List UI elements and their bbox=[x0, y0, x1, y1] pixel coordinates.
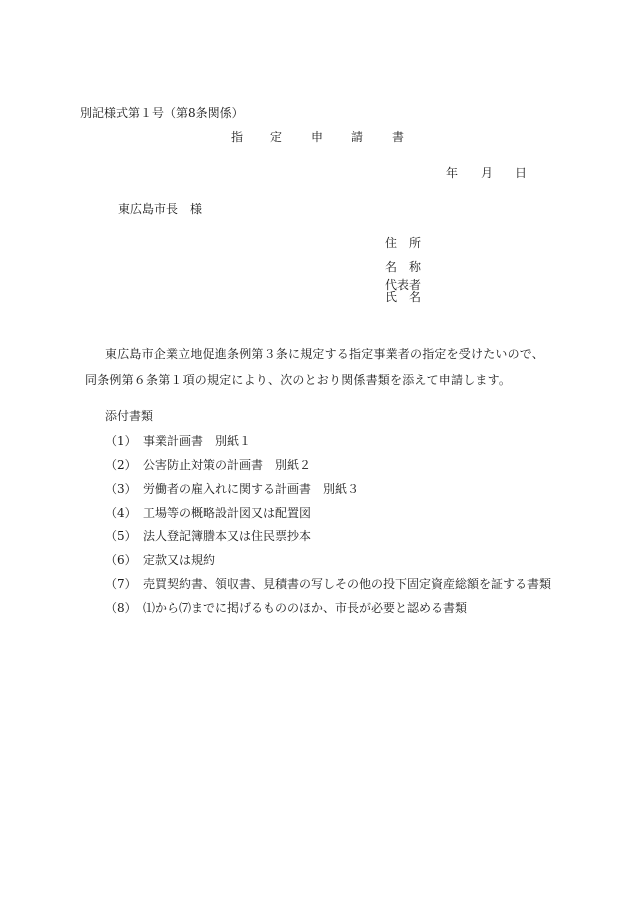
attachment-text: 売買契約書、領収書、見積書の写しその他の投下固定資産総額を証する書類 bbox=[143, 577, 552, 591]
date-month-label: 月 bbox=[481, 166, 494, 180]
attachment-number: （4） bbox=[105, 506, 137, 520]
attachment-item bbox=[105, 530, 311, 542]
title-char: 定 bbox=[270, 130, 283, 144]
title-char: 請 bbox=[351, 130, 364, 144]
attachment-text: 労働者の雇入れに関する計画書 別紙３ bbox=[143, 482, 360, 496]
title-char: 書 bbox=[392, 130, 405, 144]
attachment-number: （3） bbox=[105, 482, 137, 496]
attachment-item bbox=[105, 435, 251, 447]
date-day-label: 日 bbox=[515, 166, 528, 180]
representative-label: 代表者 bbox=[385, 278, 422, 292]
attachment-text: ⑴から⑺までに掲げるもののほか、市長が必要と認める書類 bbox=[143, 601, 468, 615]
attachment-item bbox=[105, 578, 551, 590]
attachment-number: （6） bbox=[105, 553, 137, 567]
attachment-text: 定款又は規約 bbox=[143, 553, 216, 567]
attachment-item bbox=[105, 554, 215, 566]
attachment-text: 法人登記簿謄本又は住民票抄本 bbox=[143, 529, 312, 543]
addressee: 東広島市長 様 bbox=[118, 202, 203, 216]
attachments-heading: 添付書類 bbox=[105, 409, 154, 423]
attachment-number: （8） bbox=[105, 601, 137, 615]
address-label: 住 所 bbox=[385, 236, 422, 250]
attachment-item bbox=[105, 507, 311, 519]
attachment-number: （5） bbox=[105, 529, 137, 543]
attachment-text: 工場等の概略設計図又は配置図 bbox=[143, 506, 312, 520]
title-char: 申 bbox=[311, 130, 324, 144]
attachment-number: （1） bbox=[105, 434, 137, 448]
attachment-number: （7） bbox=[105, 577, 137, 591]
attachment-item bbox=[105, 459, 311, 471]
application-body-text: 東広島市企業立地促進条例第３条に規定する指定事業者の指定を受けたいので、同条例第６条第１項の規定により、次のとおり関係書類を添えて申請します。 bbox=[85, 347, 544, 387]
attachment-text: 事業計画書 別紙１ bbox=[143, 434, 252, 448]
form-number: 別記様式第１号（第8条関係） bbox=[80, 106, 244, 120]
rep-name-label: 氏 名 bbox=[385, 290, 422, 304]
attachment-text: 公害防止対策の計画書 別紙２ bbox=[143, 458, 312, 472]
attachment-item bbox=[105, 483, 359, 495]
date-year-label: 年 bbox=[446, 166, 459, 180]
name-label: 名 称 bbox=[385, 260, 422, 274]
attachment-item bbox=[105, 602, 467, 614]
attachment-number: （2） bbox=[105, 458, 137, 472]
title-char: 指 bbox=[231, 130, 244, 144]
